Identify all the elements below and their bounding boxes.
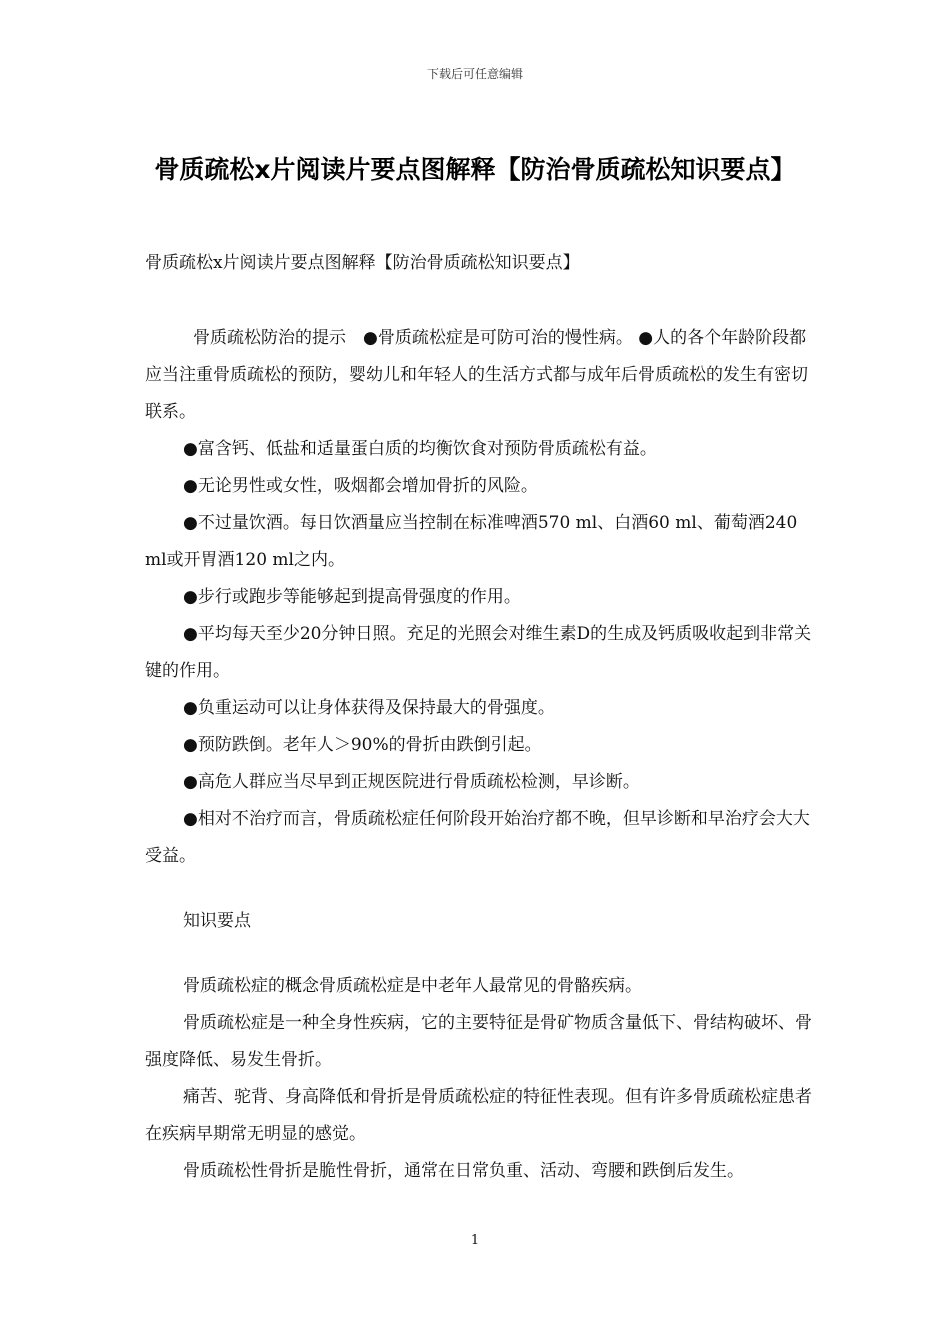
spacer	[145, 875, 817, 903]
page-number: 1	[470, 1233, 480, 1248]
document-subtitle: 骨质疏松x片阅读片要点图解释【防治骨质疏松知识要点】	[145, 253, 580, 273]
paragraph: ●不过量饮酒。每日饮酒量应当控制在标准啤酒570 ml、白酒60 ml、葡萄酒240 ml或开胃酒120 ml之内。	[145, 513, 798, 570]
paragraph: 骨质疏松性骨折是脆性骨折，通常在日常负重、活动、弯腰和跌倒后发生。	[183, 1161, 744, 1181]
section-heading: 知识要点	[183, 911, 251, 931]
paragraph: ●负重运动可以让身体获得及保持最大的骨强度。	[183, 698, 555, 718]
paragraph: ●无论男性或女性，吸烟都会增加骨折的风险。	[183, 476, 538, 496]
paragraph: 骨质疏松症的概念骨质疏松症是中老年人最常见的骨骼疾病。	[183, 976, 642, 996]
paragraph: 骨质疏松症是一种全身性疾病，它的主要特征是骨矿物质含量低下、骨结构破坏、骨强度降低、易发生骨折。	[145, 1013, 812, 1070]
paragraph: 痛苦、驼背、身高降低和骨折是骨质疏松症的特征性表现。但有许多骨质疏松症患者在疾病早期常无明显的感觉。	[145, 1087, 812, 1144]
document-body	[145, 320, 817, 1190]
paragraph: ●步行或跑步等能够起到提高骨强度的作用。	[183, 587, 521, 607]
page-header-note: 下载后可任意编辑	[426, 67, 523, 81]
paragraph: ●预防跌倒。老年人＞90%的骨折由跌倒引起。	[183, 735, 542, 755]
paragraph: ●平均每天至少20分钟日照。充足的光照会对维生素D的生成及钙质吸收起到非常关键的作用。	[145, 624, 812, 681]
paragraph: ●相对不治疗而言，骨质疏松症任何阶段开始治疗都不晚，但早诊断和早治疗会大大受益。	[145, 809, 810, 866]
document-title: 骨质疏松x片阅读片要点图解释【防治骨质疏松知识要点】	[154, 155, 796, 184]
paragraph: 骨质疏松防治的提示 ●骨质疏松症是可防可治的慢性病。 ●人的各个年龄阶段都应当注重骨质疏松的预防，婴幼儿和年轻人的生活方式都与成年后骨质疏松的发生有密切联系。	[145, 328, 808, 422]
paragraph: ●富含钙、低盐和适量蛋白质的均衡饮食对预防骨质疏松有益。	[183, 439, 657, 459]
spacer	[145, 940, 817, 968]
paragraph: ●高危人群应当尽早到正规医院进行骨质疏松检测，早诊断。	[183, 772, 640, 792]
